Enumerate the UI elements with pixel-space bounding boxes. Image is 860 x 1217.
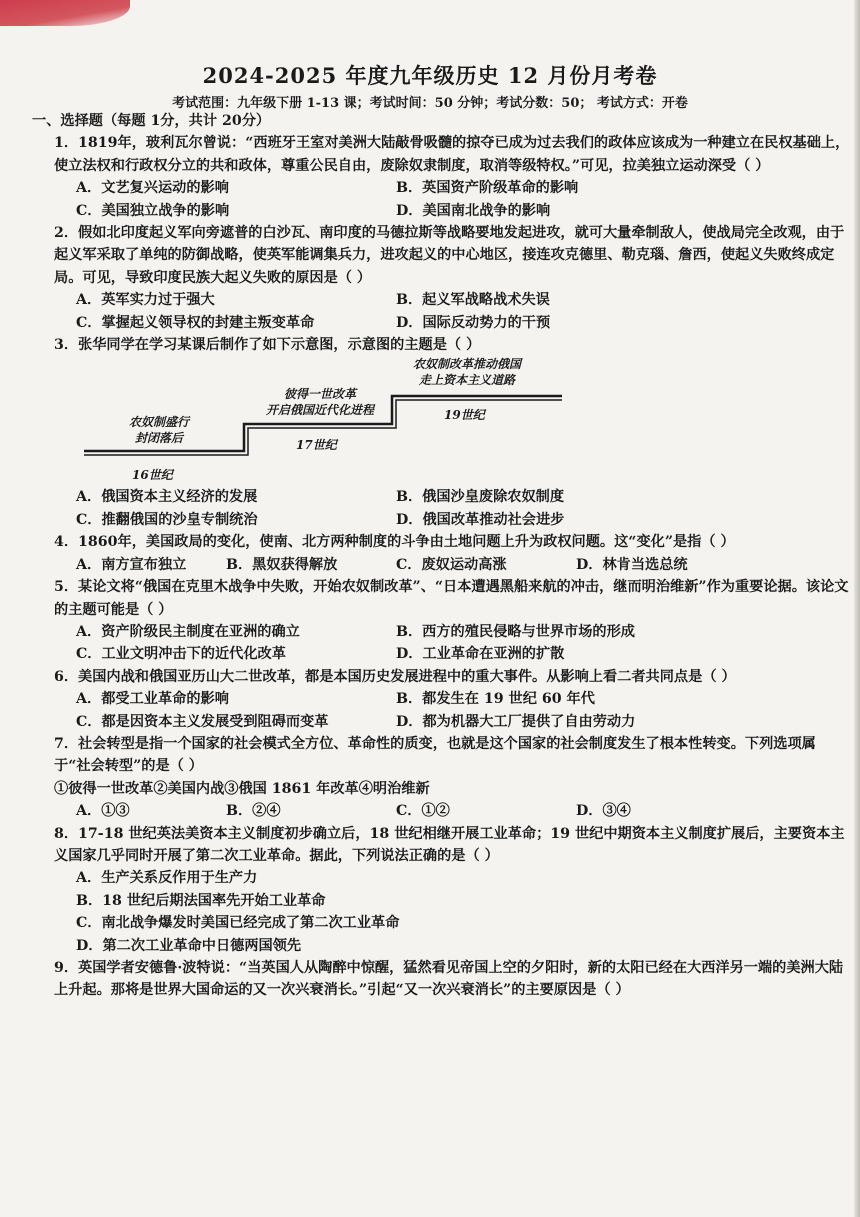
exam-meta: 考试范围：九年级下册 1-13 课；考试时间：50 分钟；考试分数：50； 考试方式：开卷: [172, 96, 688, 111]
option-b: B．俄国沙皇废除农奴制度: [396, 489, 565, 506]
question-3-options: [54, 486, 852, 531]
question-7-items: ①彼得一世改革②美国内战③俄国 1861 年改革④明治维新: [54, 780, 430, 797]
option-a: A．英军实力过于强大: [76, 292, 215, 309]
question-6: [54, 666, 852, 733]
option-a: A．南方宣布独立: [76, 556, 187, 573]
option-c: C．①②: [396, 803, 450, 820]
question-8: [54, 823, 852, 957]
question-5: [54, 576, 852, 666]
question-1: [54, 132, 852, 222]
section-heading: 一、选择题（每题 1分，共计 20分）: [32, 113, 271, 129]
step3-century: 19世纪: [444, 408, 485, 423]
question-8-options: [54, 867, 852, 957]
question-3-stem: 3．张华同学在学习某课后制作了如下示意图，示意图的主题是（ ）: [54, 337, 481, 354]
option-d: D．美国南北战争的影响: [396, 202, 551, 219]
question-5-stem: 5．某论文将“俄国在克里木战争中失败，开始农奴制改革”、“日本遭遇黑船来航的冲击，继而明治维新”作为重要论据。该论文的主题可能是（ ）: [54, 579, 849, 618]
option-b: B．18 世纪后期法国率先开始工业革命: [76, 892, 326, 909]
question-2-stem: 2．假如北印度起义军向旁遮普的白沙瓦、南印度的马德拉斯等战略要地发起进攻，就可大量牵制敌人，使战局完全改观，由于起义军采取了单纯的防御战略，使英军能调集兵力，进攻起义的中心地区，接连攻克德里、勒克瑙、詹西，使起义失败终成定局。可见，导致印度民族大起义失败的原因是（ ）: [54, 225, 845, 286]
option-a: A．文艺复兴运动的影响: [76, 180, 229, 197]
question-1-options: [54, 177, 852, 222]
question-4-stem: 4．1860年，美国政局的变化，使南、北方两种制度的斗争由土地问题上升为政权问题。这“变化”是指（ ）: [54, 534, 735, 551]
red-corner-mark: [0, 0, 130, 26]
option-d: D．③④: [576, 803, 631, 820]
option-c: C．推翻俄国的沙皇专制统治: [76, 511, 258, 528]
question-2-options: [54, 289, 852, 334]
option-d: D．林肯当选总统: [576, 556, 688, 573]
option-a: A．资产阶级民主制度在亚洲的确立: [76, 623, 300, 640]
option-b: B．英国资产阶级革命的影响: [396, 180, 579, 197]
exam-title: 2024-2025 年度九年级历史 12 月份月考卷: [202, 63, 658, 88]
option-b: B．起义军战略战术失误: [396, 292, 550, 309]
option-c: C．都是因资本主义发展受到阻碍而变革: [76, 713, 329, 730]
option-d: D．俄国改革推动社会进步: [396, 511, 565, 528]
option-c: C．工业文明冲击下的近代化改革: [76, 646, 286, 663]
exam-content: [32, 110, 852, 1002]
option-c: C．美国独立战争的影响: [76, 202, 230, 219]
step1-century: 16世纪: [132, 468, 173, 483]
option-d: D．国际反动势力的干预: [396, 314, 551, 331]
question-6-stem: 6．美国内战和俄国亚历山大二世改革，都是本国历史发展进程中的重大事件。从影响上看二者共同点是（ ）: [54, 668, 736, 685]
question-3: [54, 334, 852, 531]
option-b: B．都发生在 19 世纪 60 年代: [396, 691, 595, 708]
option-d: D．工业革命在亚洲的扩散: [396, 646, 565, 663]
question-4-options: [54, 554, 852, 576]
page-edge-shadow: [854, 0, 860, 1217]
question-7: [54, 733, 852, 823]
option-b: B．西方的殖民侵略与世界市场的形成: [396, 623, 635, 640]
question-2: [54, 222, 852, 334]
question-8-stem: 8．17-18 世纪英法美资本主义制度初步确立后，18 世纪相继开展工业革命；19 世纪中期资本主义制度扩展后，主要资本主义国家几乎同时开展了第二次工业革命。据此，下列说法正确的是（ ）: [54, 825, 845, 864]
question-4: [54, 531, 852, 576]
option-a: A．生产关系反作用于生产力: [76, 870, 258, 887]
option-c: C．掌握起义领导权的封建主叛变革命: [76, 314, 315, 331]
step2-century: 17世纪: [296, 438, 337, 453]
option-d: D．都为机器大工厂提供了自由劳动力: [396, 713, 636, 730]
option-b: B．②④: [226, 803, 281, 820]
option-c: C．南北战争爆发时美国已经完成了第二次工业革命: [76, 915, 400, 932]
question-5-options: [54, 621, 852, 666]
question-1-stem: 1．1819年，玻利瓦尔曾说：“西班牙王室对美洲大陆敲骨吸髓的掠夺已成为过去我们的政体应该成为一种建立在民权基础上，使立法权和行政权分立的共和政体，尊重公民自由，废除奴隶制度，取消等级特权。”可见，拉美独立运动深受（ ）: [54, 135, 850, 174]
question-7-stem: 7．社会转型是指一个国家的社会模式全方位、革命性的质变，也就是这个国家的社会制度发生了根本性转变。下列选项属于“社会转型”的是（ ）: [54, 735, 816, 775]
staircase-diagram: [54, 356, 852, 486]
step2-label: 彼得一世改革 开启俄国近代化进程: [265, 387, 374, 418]
step1-label: 农奴制盛行 封闭落后: [128, 415, 189, 446]
question-6-options: [54, 688, 852, 733]
option-a: A．①③: [76, 803, 130, 820]
option-c: C．废奴运动高涨: [396, 556, 507, 573]
step3-label: 农奴制改革推动俄国 走上资本主义道路: [412, 357, 521, 388]
question-7-options: [54, 800, 852, 822]
option-a: A．俄国资本主义经济的发展: [76, 489, 258, 506]
option-a: A．都受工业革命的影响: [76, 691, 229, 708]
option-d: D．第二次工业革命中日德两国领先: [76, 937, 302, 954]
question-9: [54, 957, 852, 1002]
option-b: B．黑奴获得解放: [226, 556, 338, 573]
question-9-stem: 9．英国学者安德鲁·波特说：“当英国人从陶醉中惊醒，猛然看见帝国上空的夕阳时，新的太阳已经在大西洋另一端的美洲大陆上升起。那将是世界大国命运的又一次兴衰消长。”引起“又一次兴衰消长”的主要原因是（ ）: [54, 960, 844, 999]
